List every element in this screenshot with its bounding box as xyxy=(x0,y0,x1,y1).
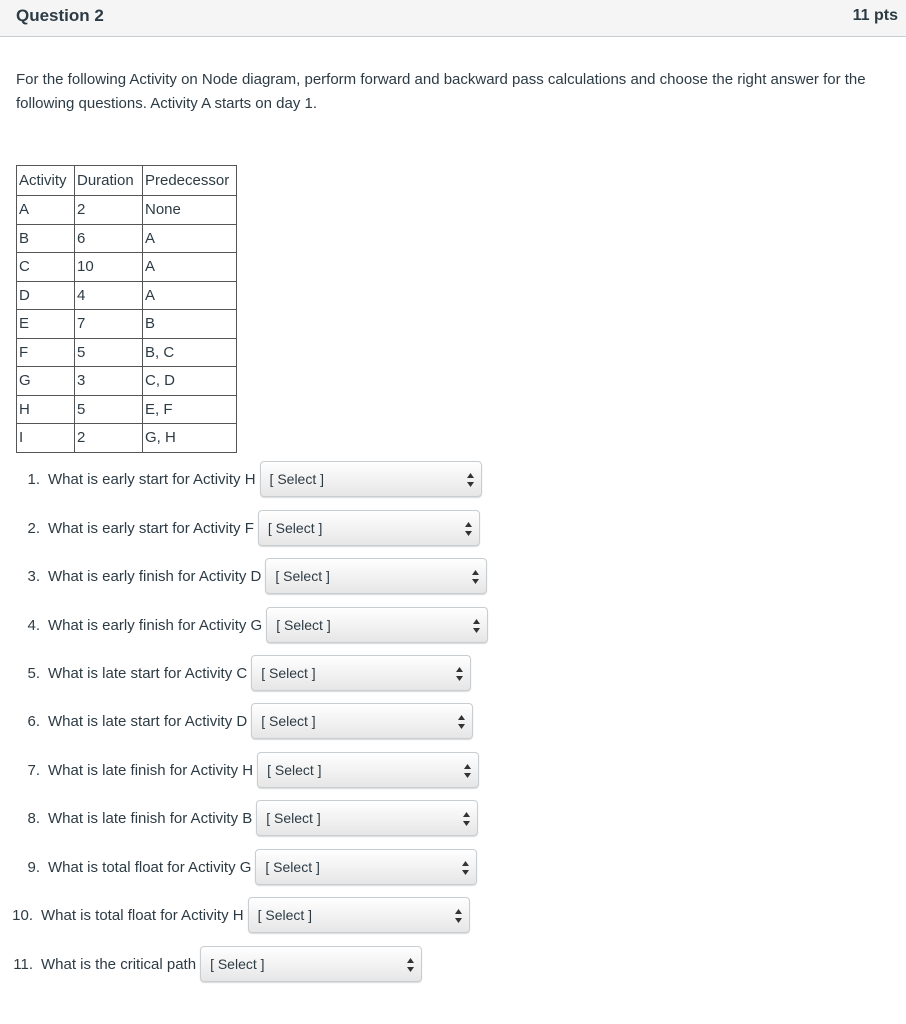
cell-activity: A xyxy=(17,196,75,225)
question-text: What is late start for Activity D xyxy=(48,712,248,730)
table-row xyxy=(17,224,237,253)
question-text: What is late start for Activity C xyxy=(48,664,248,682)
question-item xyxy=(9,946,422,982)
question-item xyxy=(18,607,488,643)
cell-predecessor: G, H xyxy=(143,424,237,453)
question-number: 11. xyxy=(13,955,33,973)
select-placeholder: [ Select ] xyxy=(276,617,331,633)
header-predecessor: Predecessor xyxy=(143,166,237,196)
table-row xyxy=(17,367,237,396)
question-number: 6. xyxy=(27,712,40,730)
question-item xyxy=(18,800,478,836)
question-text: What is early start for Activity F xyxy=(48,519,254,537)
cell-activity: B xyxy=(17,224,75,253)
cell-predecessor: E, F xyxy=(143,395,237,424)
select-arrows-icon xyxy=(456,667,463,681)
cell-predecessor: B xyxy=(143,310,237,339)
table-row xyxy=(17,196,237,225)
select-placeholder: [ Select ] xyxy=(269,471,325,487)
answer-select[interactable] xyxy=(257,752,479,788)
select-arrows-icon xyxy=(463,812,470,826)
question-text: What is total float for Activity H xyxy=(41,906,244,924)
select-arrows-icon xyxy=(467,473,474,487)
answer-select[interactable] xyxy=(200,946,422,982)
select-arrows-icon xyxy=(458,715,465,729)
question-header xyxy=(0,0,906,37)
question-text: What is late finish for Activity B xyxy=(48,809,253,827)
cell-activity: D xyxy=(17,281,75,310)
cell-duration: 3 xyxy=(75,367,143,396)
cell-activity: C xyxy=(17,253,75,282)
cell-duration: 5 xyxy=(75,338,143,367)
header-duration: Duration xyxy=(75,166,143,196)
activity-table xyxy=(16,165,237,453)
table-row xyxy=(17,253,237,282)
cell-duration: 2 xyxy=(75,196,143,225)
question-item xyxy=(18,703,473,739)
select-placeholder: [ Select ] xyxy=(265,859,320,875)
cell-duration: 2 xyxy=(75,424,143,453)
question-item xyxy=(18,655,471,691)
select-arrows-icon xyxy=(407,958,414,972)
question-item xyxy=(18,510,480,546)
cell-activity: I xyxy=(17,424,75,453)
answer-select[interactable] xyxy=(265,558,487,594)
question-title: Question 2 xyxy=(16,6,104,25)
answer-select[interactable] xyxy=(256,800,478,836)
select-arrows-icon xyxy=(462,861,469,875)
select-arrows-icon xyxy=(473,619,480,633)
cell-predecessor: A xyxy=(143,253,237,282)
header-activity: Activity xyxy=(17,166,75,196)
table-row xyxy=(17,424,237,453)
answer-select[interactable] xyxy=(255,849,477,885)
question-number: 1. xyxy=(27,470,40,488)
cell-duration: 7 xyxy=(75,310,143,339)
cell-predecessor: B, C xyxy=(143,338,237,367)
question-number: 5. xyxy=(27,664,40,682)
select-placeholder: [ Select ] xyxy=(267,762,322,778)
select-arrows-icon xyxy=(472,570,479,584)
question-points: 11 pts xyxy=(852,7,898,24)
cell-predecessor: A xyxy=(143,224,237,253)
answer-select[interactable] xyxy=(248,897,470,933)
cell-activity: F xyxy=(17,338,75,367)
question-text: What is the critical path xyxy=(41,955,197,973)
question-number: 9. xyxy=(27,858,40,876)
select-placeholder: [ Select ] xyxy=(261,713,316,729)
question-text: What is early finish for Activity G xyxy=(48,616,263,634)
cell-activity: E xyxy=(17,310,75,339)
table-row xyxy=(17,281,237,310)
cell-duration: 5 xyxy=(75,395,143,424)
answer-select[interactable] xyxy=(251,655,471,691)
select-placeholder: [ Select ] xyxy=(267,520,323,536)
select-placeholder: [ Select ] xyxy=(261,665,316,681)
question-prompt: For the following Activity on Node diagram, perform forward and backward pass calculations and choose the right answer for the following questions. Activity A starts on day 1. xyxy=(16,71,866,112)
question-item xyxy=(18,558,487,594)
cell-predecessor: C, D xyxy=(143,367,237,396)
question-text: What is early start for Activity H xyxy=(48,470,256,488)
answer-select[interactable] xyxy=(251,703,473,739)
table-row xyxy=(17,338,237,367)
select-placeholder: [ Select ] xyxy=(257,907,313,923)
cell-activity: G xyxy=(17,367,75,396)
table-row xyxy=(17,310,237,339)
cell-predecessor: A xyxy=(143,281,237,310)
select-placeholder: [ Select ] xyxy=(266,810,321,826)
cell-duration: 6 xyxy=(75,224,143,253)
question-number: 8. xyxy=(27,809,40,827)
question-item xyxy=(18,752,479,788)
question-item xyxy=(18,461,482,497)
question-number: 3. xyxy=(27,567,40,585)
answer-select[interactable] xyxy=(266,607,488,643)
question-text: What is total float for Activity G xyxy=(48,858,252,876)
cell-duration: 4 xyxy=(75,281,143,310)
cell-duration: 10 xyxy=(75,253,143,282)
question-number: 4. xyxy=(27,616,40,634)
question-text: What is late finish for Activity H xyxy=(48,761,254,779)
answer-select[interactable] xyxy=(260,461,482,497)
cell-activity: H xyxy=(17,395,75,424)
question-number: 2. xyxy=(27,519,40,537)
question-number: 10. xyxy=(12,906,33,924)
select-arrows-icon xyxy=(465,522,472,536)
question-text: What is early finish for Activity D xyxy=(48,567,262,585)
table-row xyxy=(17,395,237,424)
select-arrows-icon xyxy=(455,909,462,923)
cell-predecessor: None xyxy=(143,196,237,225)
select-placeholder: [ Select ] xyxy=(275,568,330,584)
question-item xyxy=(18,849,477,885)
answer-select[interactable] xyxy=(258,510,480,546)
table-header-row xyxy=(17,166,237,196)
question-number: 7. xyxy=(27,761,40,779)
select-arrows-icon xyxy=(464,764,471,778)
question-item xyxy=(9,897,470,933)
select-placeholder: [ Select ] xyxy=(210,956,265,972)
